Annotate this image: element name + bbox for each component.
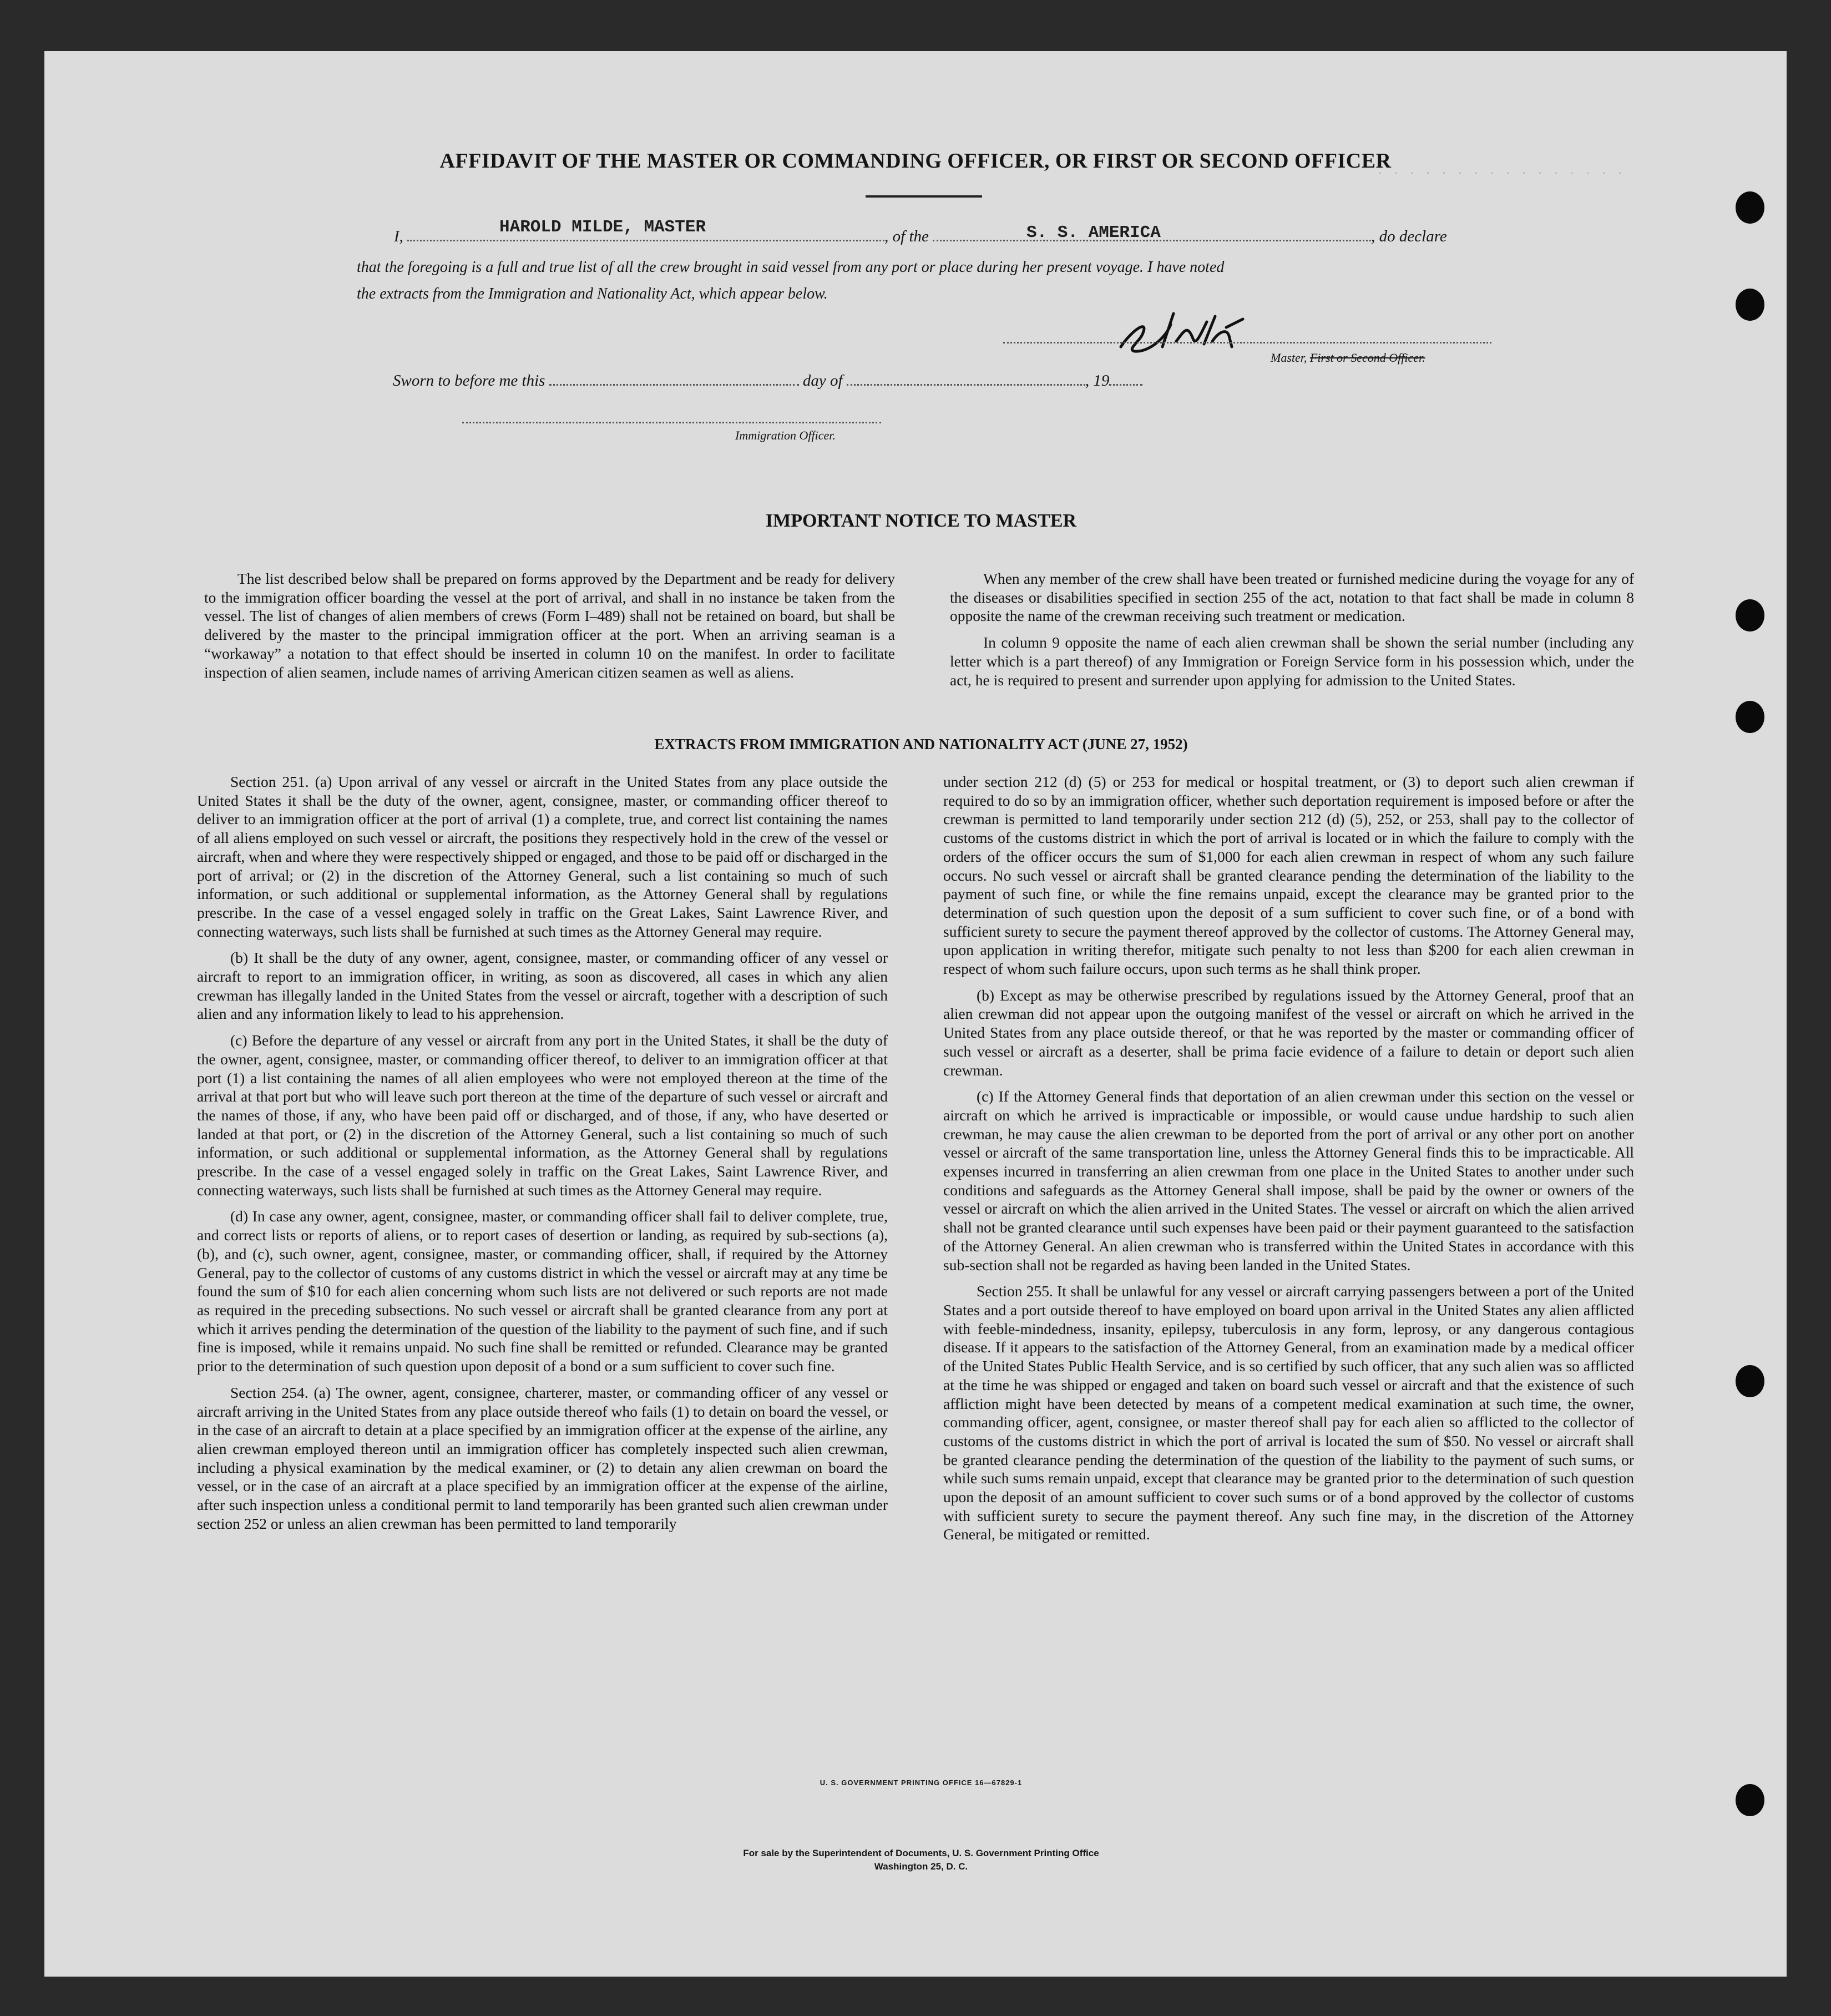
section-254-c: (c) If the Attorney General finds that deportation of an alien crewman under this section on the vessel or aircraft on which he arrived is impracticable or impossible, or would cause undue hardship to such alien crewman, he may cause the alien crewman to be deported from the port of arrival or any other port on another vessel or aircraft of the same transportation line, unless the Attorney General finds this to be impracticable. All expenses incurred in transferring an alien crewman from one place in the United States to another under such conditions and safeguards as the Attorney General shall impose, shall be paid by the owner or owners of the vessel or aircraft on which the alien arrived in the United States. The vessel or aircraft on which the alien arrived shall not be granted clearance until such expenses have been paid or their payment guaranteed to the satisfaction of the Attorney General. An alien crewman who is transferred within the United States in accordance with this sub-section shall not be regarded as having been landed in the United States.	[943, 1088, 1634, 1274]
punch-hole	[1736, 599, 1764, 631]
important-notice-heading: IMPORTANT NOTICE TO MASTER	[765, 511, 1077, 531]
notice-right-paragraph-1: When any member of the crew shall have been treated or furnished medicine during the voyage for any of the diseases or disabilities specified in section 255 of the act, notation to that fact shall be made in column 8 opposite the name of the crewman receiving such treatment or medication.	[950, 570, 1634, 625]
officer-caption-master: Master,	[1271, 351, 1307, 365]
sworn-label: Sworn to before me this	[393, 372, 545, 390]
section-254-a-continued: under section 212 (d) (5) or 253 for medical or hospital treatment, or (3) to deport such alien crewman if required to do so by an immigration officer, whether such deportation requirement is imposed before or after the crewman is permitted to land temporarily under section 212 (d) (5), 252, or 253, shall pay to the collector of customs of the customs district in which the port of arrival is located or in which the failure to comply with the orders of the officer occurs the sum of $1,000 for each alien crewman in respect of whom any such failure occurs. No such vessel or aircraft shall be granted clearance pending the determination of the liability to the payment of such fine, or while the fine remains unpaid, except the clearance may be granted prior to the determination of such question upon the deposit of a sum sufficient to cover such fine, or of a bond with sufficient surety to secure the payment thereof approved by the collector of customs. The Attorney General may, upon application in writing therefor, mitigate such penalty to not less than $200 for each alien crewman in respect of whom such failure occurs, upon such terms as he shall think proper.	[943, 773, 1634, 978]
sale-notice-line-1: For sale by the Superintendent of Documents, U. S. Government Printing Office	[743, 1848, 1099, 1858]
sworn-line	[393, 372, 1142, 390]
punch-hole	[1736, 289, 1764, 321]
year-label: , 19	[1085, 372, 1110, 390]
day-of-label: day of	[802, 372, 843, 390]
sale-notice-line-2: Washington 25, D. C.	[874, 1861, 968, 1872]
declaration-line-2: that the foregoing is a full and true list of all the crew brought in said vessel from any port or place during her present voyage. I have noted	[357, 259, 1225, 276]
of-the-label: , of the	[884, 228, 929, 245]
notice-right-paragraph-2: In column 9 opposite the name of each alien crewman shall be shown the serial number (including any letter which is a part thereof) of any Immigration or Foreign Service form in his possession which, under the act, he is required to present and surrender upon applying for admission to the United States.	[950, 634, 1634, 689]
master-signature	[1110, 308, 1276, 358]
do-declare-label: , do declare	[1371, 228, 1447, 245]
section-251-d: (d) In case any owner, agent, consignee, master, or commanding officer shall fail to deliver complete, true, and correct lists or reports of aliens, or to report cases of desertion or landing, as required by sub-sections (a), (b), and (c), such owner, agent, consignee, master, or commanding officer, shall, if required by the Attorney General, pay to the collector of customs of any customs district in which the vessel or aircraft may at any time be found the sum of $10 for each alien concerning whom such lists are not delivered or such reports are not made as required in the preceding subsections. No such vessel or aircraft shall be granted clearance from any port at which it arrives pending the determination of the question of the liability to the payment of such fine, and if such fine is imposed, while it remains unpaid. No such fine shall be remitted or refunded. Clearance may be granted prior to the determination of such question upon deposit of a bond or a sum sufficient to cover such fine.	[197, 1207, 888, 1375]
signature-line[interactable]	[1003, 342, 1491, 343]
extracts-left-column	[197, 772, 888, 1540]
sworn-year-field[interactable]	[1109, 384, 1142, 386]
section-251-b: (b) It shall be the duty of any owner, agent, consignee, master, or commanding officer of any vessel or aircraft to report to an immigration officer, in writing, as soon as discovered, all cases in which any alien crewman has illegally landed in the United States from the vessel or aircraft, together with a description of such alien and any information likely to lead to his apprehension.	[197, 949, 888, 1023]
section-254-a: Section 254. (a) The owner, agent, consignee, charterer, master, or commanding officer of any vessel or aircraft arriving in the United States from any place outside thereof who fails (1) to detain on board the vessel, or in the case of an aircraft to detain at a place specified by an immigration officer at the expense of the airline, any alien crewman employed thereon until an immigration officer has completely inspected such alien crewman, including a physical examination by the medical examiner, or (2) to detain any alien crewman on board the vessel, or in the case of an aircraft at a place specified by an immigration officer at the expense of the airline, after such inspection unless a conditional permit to land temporarily has been granted such alien crewman under section 252 or unless an alien crewman has been permitted to land temporarily	[197, 1383, 888, 1532]
declaration-line-3: the extracts from the Immigration and Nationality Act, which appear below.	[357, 285, 828, 302]
immigration-officer-signature-line[interactable]	[462, 422, 881, 423]
bleed-through-text: · · · · · · · · · · · · · · · ·	[1376, 166, 1624, 181]
affidavit-title: AFFIDAVIT OF THE MASTER OR COMMANDING OFFICER, OR FIRST OR SECOND OFFICER	[439, 149, 1392, 173]
punch-hole	[1736, 191, 1764, 224]
section-254-b: (b) Except as may be otherwise prescribed by regulations issued by the Attorney General, proof that an alien crewman did not appear upon the outgoing manifest of the vessel or aircraft on which he arrived in the United States from any place outside thereof, or that he was reported by the master or commanding officer of such vessel or aircraft as a deserter, shall be prima facie evidence of a failure to detain or deport such alien crewman.	[943, 986, 1634, 1079]
section-251-a: Section 251. (a) Upon arrival of any vessel or aircraft in the United States from any place outside the United States it shall be the duty of the owner, agent, consignee, master, or commanding officer thereof to deliver to an immigration officer at the port of arrival (1) a complete, true, and correct list containing the names of all aliens employed on such vessel or aircraft, the positions they respectively hold in the crew of the vessel or aircraft, when and where they were respectively shipped or engaged, and those to be paid off or discharged in the port of arrival; or (2) in the discretion of the Attorney General, such a list containing so much of such information, or such additional or supplemental information, as the Attorney General shall by regulations prescribe. In the case of a vessel engaged solely in traffic on the Great Lakes, Saint Lawrence River, and connecting waterways, such lists shall be furnished at such times as the Attorney General may require.	[197, 773, 888, 940]
section-255: Section 255. It shall be unlawful for any vessel or aircraft carrying passengers between a port of the United States and a port outside thereof to have employed on board upon arrival in the United States any alien afflicted with feeble-mindedness, insanity, epilepsy, tuberculosis in any form, leprosy, or any dangerous contagious disease. If it appears to the satisfaction of the Attorney General, from an examination made by a medical officer of the United States Public Health Service, and is so certified by such officer, that any such alien was so afflicted at the time he was shipped or engaged and taken on board such vessel or aircraft and that the existence of such affliction might have been detected by means of a competent medical examination at such time, the owner, commanding officer, agent, consignee, or master thereof shall pay for each alien so afflicted to the collector of customs of the customs district in which the port of arrival is located the sum of $50. No vessel or aircraft shall be granted clearance pending the determination of the question of the liability to the payment of such sums, or while such sums remain unpaid, except that clearance may be granted prior to the determination of such question upon the deposit of an amount sufficient to cover such sums or of a bond approved by the collector of customs with sufficient surety to secure the payment thereof. Any such fine may, in the discretion of the Attorney General, be mitigated or remitted.	[943, 1282, 1634, 1543]
officer-caption-struck: First or Second Officer.	[1309, 351, 1425, 365]
extracts-right-column	[943, 772, 1634, 1552]
section-251-c: (c) Before the departure of any vessel or aircraft from any port in the United States, it shall be the duty of the owner, agent, consignee, master, or commanding officer thereof, to deliver to an immigration officer at that port (1) a list containing the names of all alien employees who were not employed thereon at the time of the arrival at that port but who will leave such port thereon at the time of the departure of such vessel or aircraft and the names of those, if any, who have been paid off or discharged, and of those, if any, who have deserted or landed at that port, or (2) in the discretion of the Attorney General, such a list containing so much of such information, or such additional or supplemental information, as the Attorney General shall by regulations prescribe. In the case of a vessel engaged solely in traffic on the Great Lakes, Saint Lawrence River, and connecting waterways, such lists shall be furnished at such times as the Attorney General may require.	[197, 1032, 888, 1199]
sworn-day-field[interactable]	[549, 384, 799, 386]
master-name-field[interactable]	[407, 240, 884, 241]
punch-hole	[1736, 701, 1764, 733]
master-name-value: HAROLD MILDE, MASTER	[499, 218, 706, 237]
immigration-officer-label: Immigration Officer.	[735, 428, 836, 442]
punch-hole	[1736, 1784, 1764, 1816]
title-rule	[866, 195, 982, 198]
extracts-heading: EXTRACTS FROM IMMIGRATION AND NATIONALITY ACT (JUNE 27, 1952)	[654, 736, 1188, 752]
notice-right-column	[950, 569, 1634, 697]
punch-hole	[1736, 1365, 1764, 1397]
vessel-name-value: S. S. AMERICA	[1026, 223, 1161, 242]
sworn-month-field[interactable]	[847, 384, 1085, 386]
notice-left-column	[204, 569, 895, 689]
i-label: I,	[394, 228, 403, 245]
gpo-imprint: U. S. GOVERNMENT PRINTING OFFICE 16—67829-1	[820, 1778, 1023, 1787]
officer-caption	[1271, 351, 1425, 365]
notice-left-paragraph: The list described below shall be prepared on forms approved by the Department and be ready for delivery to the immigration officer boarding the vessel at the port of arrival, and shall in no instance be taken from the vessel. The list of changes of alien members of crews (Form I–489) shall not be retained on board, but shall be delivered by the master to the principal immigration officer at the port. When an arriving seaman is a “workaway” a notation to that effect should be inserted in column 10 on the manifest. In order to facilitate inspection of alien seamen, include names of arriving American citizen seamen as well as aliens.	[204, 570, 895, 681]
